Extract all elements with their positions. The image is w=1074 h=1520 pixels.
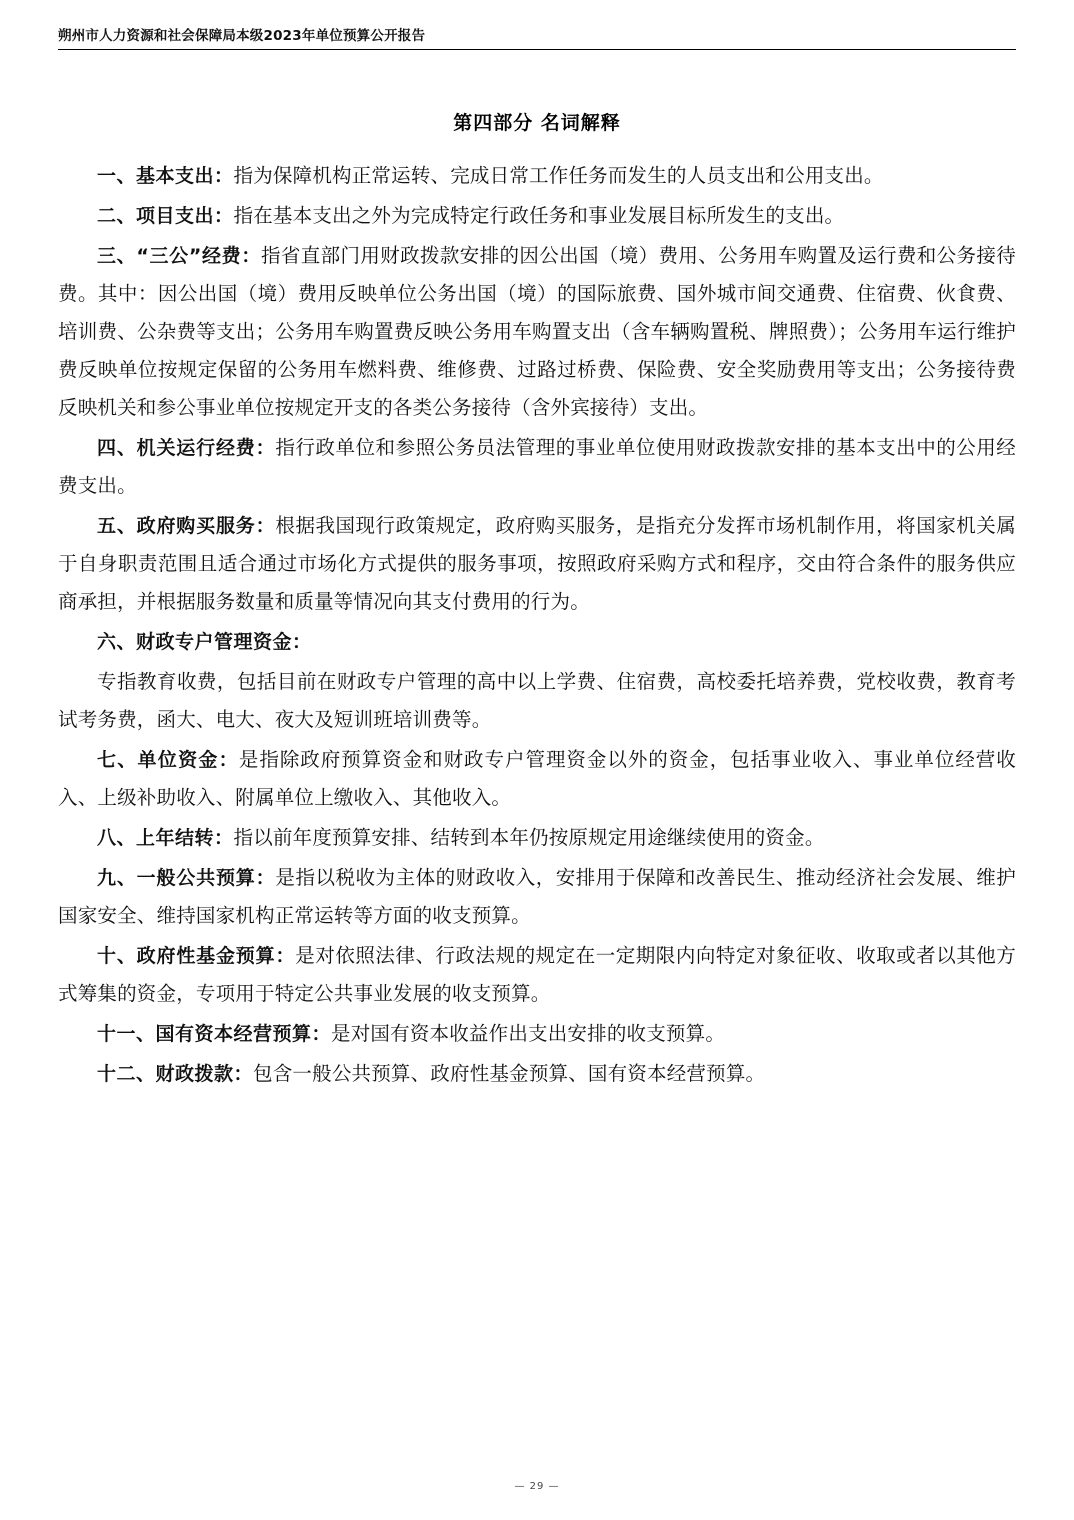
definition-item <box>58 237 1016 428</box>
document-body <box>58 92 1016 1095</box>
definition-term: 六、财政专户管理资金： <box>97 631 312 653</box>
definition-text: 是指以税收为主体的财政收入，安排用于保障和改善民生、推动经济社会发展、维护国家安全、维持国家机构正常运转等方面的收支预算。 <box>58 868 1016 927</box>
definition-text: 指省直部门用财政拨款安排的因公出国（境）费用、公务用车购置及运行费和公务接待费。其中：因公出国（境）费用反映单位公务出国（境）的国际旅费、国外城市间交通费、住宿费、伙食费、培训费、公杂费等支出；公务用车购置费反映公务用车购置支出（含车辆购置税、牌照费）；公务用车运行维护费反映单位按规定保留的公务用车燃料费、维修费、过路过桥费、保险费、安全奖励费用等支出；公务接待费反映机关和参公事业单位按规定开支的各类公务接待（含外宾接待）支出。 <box>58 246 1016 419</box>
page-number: — 29 — <box>514 1481 560 1492</box>
definition-item <box>58 507 1016 622</box>
definition-item <box>58 1055 1016 1094</box>
definition-term: 一、基本支出： <box>97 165 234 187</box>
definition-item <box>58 157 1016 196</box>
page-title: 第四部分 名词解释 <box>453 112 621 134</box>
definition-term: 八、上年结转： <box>97 827 234 849</box>
definition-term: 十、政府性基金预算： <box>97 945 296 967</box>
page-header <box>58 28 1016 50</box>
definition-text: 指行政单位和参照公务员法管理的事业单位使用财政拨款安排的基本支出中的公用经费支出。 <box>58 438 1016 497</box>
definition-text: 指以前年度预算安排、结转到本年仍按原规定用途继续使用的资金。 <box>233 828 825 849</box>
definition-text: 指在基本支出之外为完成特定行政任务和事业发展目标所发生的支出。 <box>233 206 845 227</box>
definition-item <box>58 1015 1016 1054</box>
definition-item <box>58 741 1016 818</box>
definition-item <box>58 859 1016 936</box>
definition-term: 五、政府购买服务： <box>97 515 276 537</box>
definition-term: 三、“三公”经费： <box>97 245 262 267</box>
definition-text: 包含一般公共预算、政府性基金预算、国有资本经营预算。 <box>253 1064 766 1085</box>
definition-text: 是对依照法律、行政法规的规定在一定期限内向特定对象征收、收取或者以其他方式筹集的资金，专项用于特定公共事业发展的收支预算。 <box>58 946 1016 1005</box>
definition-text: 根据我国现行政策规定，政府购买服务，是指充分发挥市场机制作用，将国家机关属于自身职责范围且适合通过市场化方式提供的服务事项，按照政府采购方式和程序，交由符合条件的服务供应商承担，并根据服务数量和质量等情况向其支付费用的行为。 <box>58 516 1016 613</box>
header-divider <box>58 49 1016 50</box>
definition-item <box>58 623 1016 662</box>
definition-term: 十一、国有资本经营预算： <box>97 1023 332 1045</box>
page-footer <box>0 1481 1074 1492</box>
definition-text: 是对国有资本收益作出支出安排的收支预算。 <box>331 1024 726 1045</box>
definition-term: 九、一般公共预算： <box>97 867 276 889</box>
definition-term: 四、机关运行经费： <box>97 437 276 459</box>
definition-term: 七、单位资金： <box>97 749 239 771</box>
definition-item <box>58 937 1016 1014</box>
definition-term: 二、项目支出： <box>97 205 234 227</box>
definition-item <box>58 663 1016 740</box>
definition-item <box>58 429 1016 506</box>
definition-item <box>58 819 1016 858</box>
definition-text: 专指教育收费，包括目前在财政专户管理的高中以上学费、住宿费，高校委托培养费，党校收费，教育考试考务费，函大、电大、夜大及短训班培训费等。 <box>58 672 1016 731</box>
definition-text: 指为保障机构正常运转、完成日常工作任务而发生的人员支出和公用支出。 <box>233 166 884 187</box>
definition-item <box>58 197 1016 236</box>
running-title: 朔州市人力资源和社会保障局本级2023年单位预算公开报告 <box>58 28 426 44</box>
definition-text: 是指除政府预算资金和财政专户管理资金以外的资金，包括事业收入、事业单位经营收入、上级补助收入、附属单位上缴收入、其他收入。 <box>58 750 1016 809</box>
definition-term: 十二、财政拨款： <box>97 1063 254 1085</box>
